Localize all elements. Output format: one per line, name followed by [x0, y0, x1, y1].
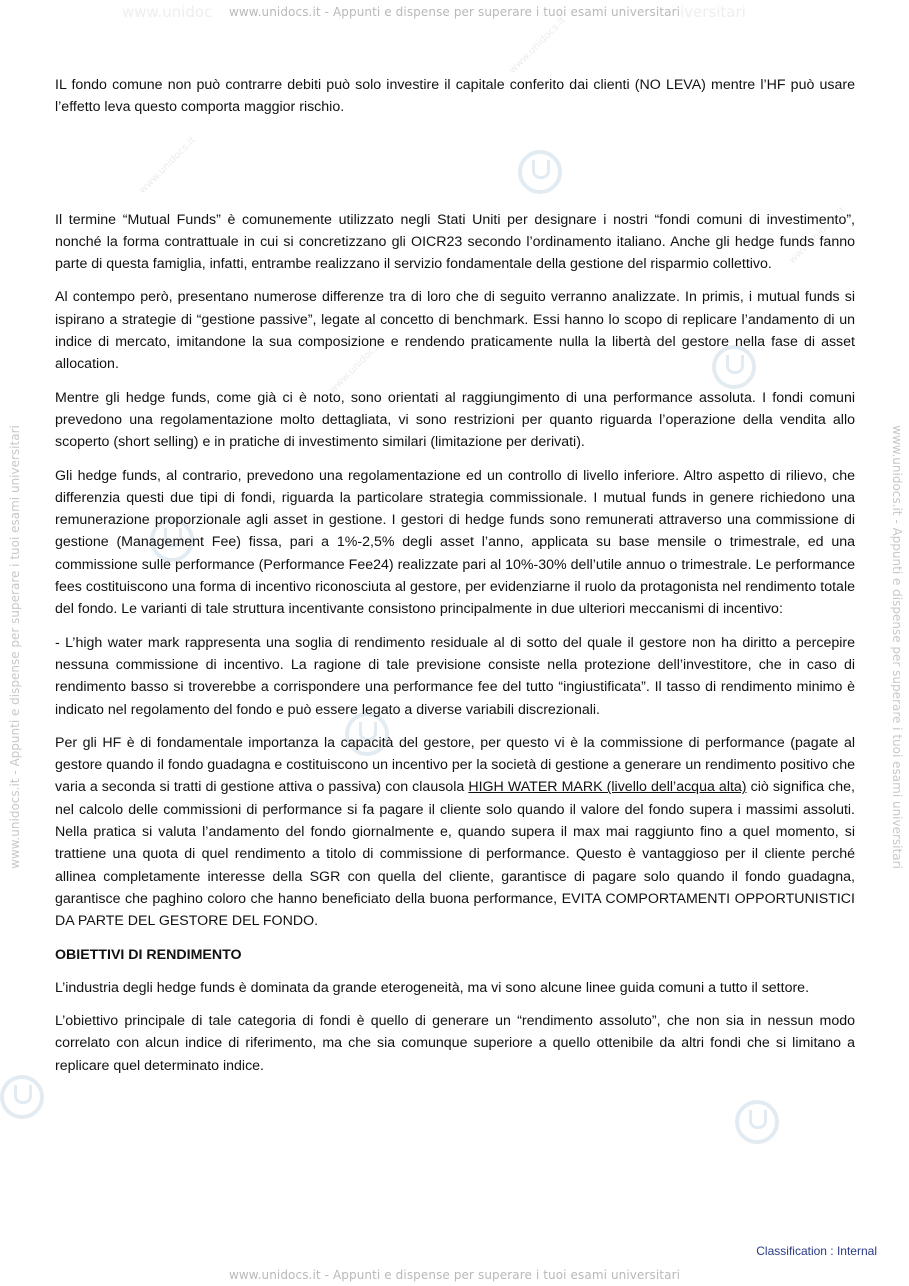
watermark-top: www.unidocs.it - Appunti e dispense per superare i tuoi esami universitari	[228, 5, 681, 19]
watermark-diagonal: www.unidocs.it	[787, 204, 849, 267]
paragraph-leverage: IL fondo comune non può contrarre debiti può solo investire il capitale conferito dai clienti (NO LEVA) mentre l’HF può usare l’effetto leva questo comporta maggior rischio.	[55, 77, 855, 116]
text-segment: Per gli HF è di fondamentale importanza la capacità del gestore, per questo vi è la commissione di performance (pagate al gestore quando il fondo guadagna e costituiscono un incentivo per la società di gestione a generare un rendimento positivo che varia a seconda si tratti di gestione attiva o passiva) con clausola	[55, 734, 855, 796]
watermark-side-right: www.unidocs.it - Appunti e dispense per superare i tuoi esami universitari	[890, 425, 904, 869]
paragraph-differences: Al contempo però, presentano numerose differenze tra di loro che di seguito verranno analizzate. In primis, i mutual funds si ispirano a strategie di “gestione passive”, legate al concetto di benchmark. Essi hanno lo scopo di replicare l’andamento di un indice di mercato, imitandone la sua composizione e rendendo praticamente nulla la libertà del gestore nella fase di asset allocation.	[55, 289, 855, 373]
watermark-bottom: www.unidocs.it - Appunti e dispense per superare i tuoi esami universitari	[228, 1268, 681, 1282]
spacer	[55, 130, 855, 209]
paragraph-high-water-mark: - L’high water mark rappresenta una soglia di rendimento residuale al di sotto del quale il gestore non ha diritto a percepire nessuna commissione di incentivo. La ragione di tale previsione consiste nella protezione dell’investitore, che in caso di rendimento basso si troverebbe a corrispondere una performance fee del tutto “ingiustificata”. Il tasso di rendimento minimo è indicato nel regolamento del fondo e può essere legato a diverse variabili discrezionali.	[55, 634, 855, 718]
watermark-ghost-right: iversitari	[680, 3, 746, 21]
paragraph-fees: Gli hedge funds, al contrario, prevedono una regolamentazione ed un controllo di livello inferiore. Altro aspetto di rilievo, che differenzia questi due tipi di fondi, riguarda la particolare strategia commissionale. I mutual funds in genere richiedono una remunerazione proporzionale agli asset in gestione. I gestori di hedge funds sono remunerati attraverso una commissione di gestione (Management Fee) fissa, pari a 1%-2,5% degli asset l’anno, applicata su base mensile o trimestrale, ed una commissione sulle performance (Performance Fee24) realizzate pari al 10%-30% dell’utile annuo o trimestrale. Le performance fees costituiscono una forma di incentivo riconosciuta al gestore, per evidenziarne il ruolo da protagonista nel rendimento totale del fondo. Le varianti di tale struttura incentivante consistono principalmente in due ulteriori meccanismi di incentivo:	[55, 467, 855, 618]
underlined-term: HIGH WATER MARK (livello dell’acqua alta)	[468, 779, 747, 796]
watermark-side-left: www.unidocs.it - Appunti e dispense per superare i tuoi esami universitari	[8, 425, 22, 869]
paragraph-industry: L’industria degli hedge funds è dominata da grande eterogeneità, ma vi sono alcune linee guida comuni a tutto il settore.	[55, 979, 810, 996]
watermark-diagonal: www.unidocs.it	[137, 134, 199, 197]
paragraph-hf-manager	[55, 732, 855, 933]
paragraph-performance: Mentre gli hedge funds, come già ci è noto, sono orientati al raggiungimento di una performance assoluta. I fondi comuni prevedono una regolamentazione molto dettagliata, vi sono restrizioni per quanto riguarda l’operazione della vendita allo scoperto (short selling) e in pratiche di investimento similari (limitazione per derivati).	[55, 389, 855, 451]
paragraph-mutual-funds: Il termine “Mutual Funds” è comunemente utilizzato negli Stati Uniti per designare i nostri “fondi comuni di investimento”, nonché la forma contrattuale in cui si concretizzano gli OICR23 secondo l’ordinamento italiano. Anche gli hedge funds fanno parte di questa famiglia, infatti, entrambe realizzano il servizio fondamentale della gestione del risparmio collettivo.	[55, 211, 855, 273]
paragraph-objective: L’obiettivo principale di tale categoria di fondi è quello di generare un “rendimento assoluto”, che non sia in nessun modo correlato con alcun indice di riferimento, ma che sia comunque superiore a quello ottenibile da altri fondi che si limitano a replicare quel determinato indice.	[55, 1013, 855, 1074]
section-heading: OBIETTIVI DI RENDIMENTO	[55, 946, 242, 963]
watermark-logo-icon	[0, 1075, 44, 1119]
watermark-logo-icon	[735, 1100, 779, 1144]
watermark-ghost-left: www.unidoc	[122, 3, 213, 21]
text-segment: ciò significa che, nel calcolo delle commissioni di performance si fa pagare il cliente solo quando il valore del fondo supera i massimi assoluti. Nella pratica si valuta l’andamento del fondo giornalmente e, quando supera il max mai raggiunto fino a quel momento, si trattiene una quota di quel rendimento a titolo di commissione di performance. Questo è vantaggioso per il cliente perché allinea completamente interesse della SGR con quella del cliente, garantisce di pagare solo quando il fondo guadagna, garantisce che paghino coloro che hanno beneficiato della buona performance, EVITA COMPORTAMENTI OPPORTUNISTICI DA PARTE DEL GESTORE DEL FONDO.	[55, 779, 855, 930]
classification-label: Classification : Internal	[756, 1244, 877, 1258]
watermark-diagonal: www.unidocs.it	[507, 14, 569, 77]
watermark-diagonal: www.unidocs.it	[327, 334, 389, 397]
document-body	[55, 74, 855, 1088]
